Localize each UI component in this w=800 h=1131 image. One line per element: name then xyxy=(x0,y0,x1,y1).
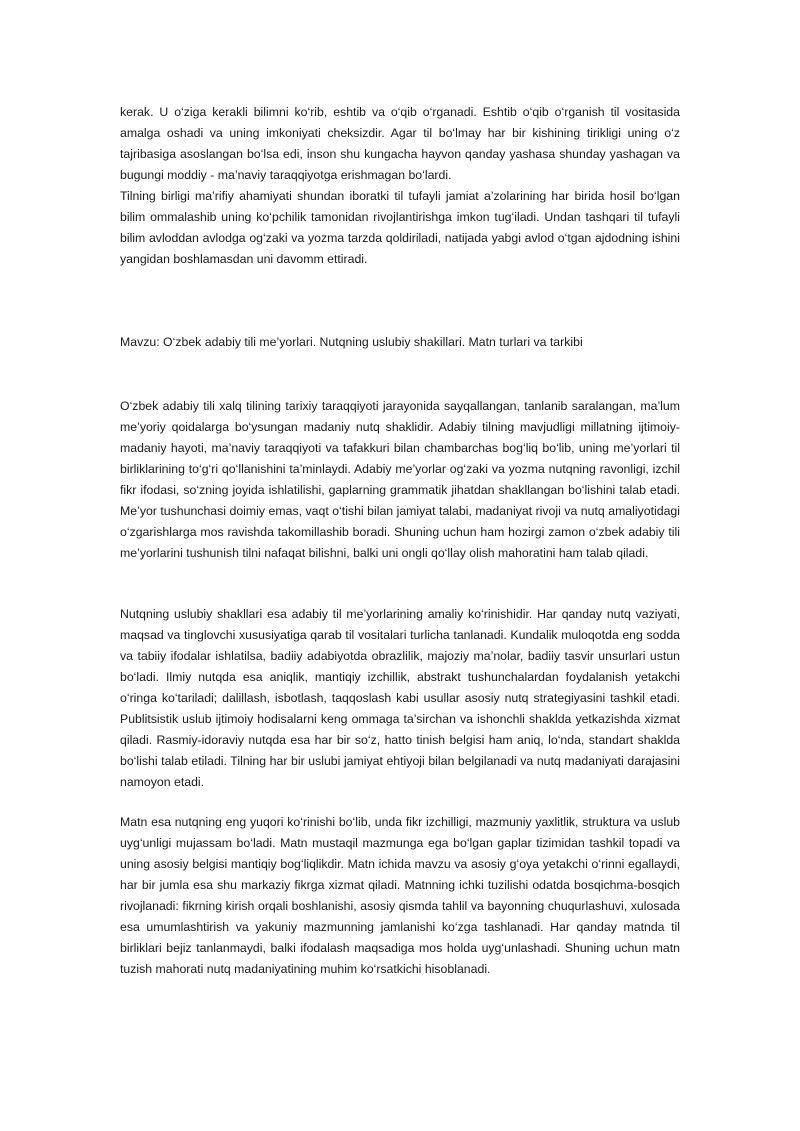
paragraph-intro-continuation: kerak. U o‘ziga kerakli bilimni ko‘rib, eshtib va o‘qib o‘rganadi. Eshtib o‘qib o‘rganish til vositasida amalga oshadi va uning imkoniyati cheksizdir. Agar til bo‘lmay har bir kishining tirikligi uning o‘z tajribasiga asoslangan bo‘lsa edi, inson shu kungacha hayvon qanday yashasa shunday yashagan va bugungi moddiy - ma’naviy taraqqiyotga erishmagan bo‘lardi. xyxy=(120,105,680,182)
paragraph-text-structure: Matn esa nutqning eng yuqori ko‘rinishi bo‘lib, unda fikr izchilligi, mazmuniy yaxlitlik, struktura va uslub uyg‘unligi mujassam bo‘ladi. Matn mustaqil mazmunga ega bo‘lgan gaplar tizimidan tashkil topadi va uning asosiy belgisi mantiqiy bog‘liqlikdir. Matn ichida mavzu va asosiy g‘oya yetakchi o‘rinni egallaydi, har bir jumla esa shu markaziy fikrga xizmat qiladi. Matnning ichki tuzilishi odatda bosqichma-bosqich rivojlanadi: fikrning kirish orqali boshlanishi, asosiy qismda tahlil va bayonning chuqurlashuvi, xulosada esa umumlashtirish va yakuniy mazmunning jamlanishi ko‘zga tashlanadi. Har qanday matnda til birliklari bejiz tanlanmaydi, balki ifodalash maqsadiga mos holda uyg‘unlashadi. Shuning uchun matn tuzish mahorati nutq madaniyatining muhim ko‘rsatkichi hisoblanadi. xyxy=(120,815,680,976)
paragraph-literary-norms: O‘zbek adabiy tili xalq tilining tarixiy taraqqiyoti jarayonida sayqallangan, tanlanib saralangan, ma’lum me’yoriy qoidalarga bo‘ysungan madaniy nutq shaklidir. Adabiy tilning mavjudligi millatning ijtimoiy-madaniy hayoti, ma’naviy taraqqiyoti va tafakkuri bilan chambarchas bog‘liq bo‘lib, uning me’yorlari til birliklarining to‘g‘ri qo‘llanishini ta’minlaydi. Adabiy me’yorlar og‘zaki va yozma nutqning ravonligi, izchil fikr ifodasi, so‘zning joyida ishlatilishi, gaplarning grammatik jihatdan shakllangan bo‘lishini talab etadi. Me’yor tushunchasi doimiy emas, vaqt o‘tishi bilan jamiyat talabi, madaniyat rivoji va nutq amaliyotidagi o‘zgarishlarga mos ravishda takomillashib boradi. Shuning uchun ham hozirgi zamon o‘zbek adabiy tili me’yorlarini tushunish tilni nafaqat bilishni, balki uni ongli qo‘llay olish mahoratini ham talab qiladi. xyxy=(120,399,680,560)
paragraph-speech-styles: Nutqning uslubiy shakllari esa adabiy til me’yorlarining amaliy ko‘rinishidir. Har qanday nutq vaziyati, maqsad va tinglovchi xususiyatiga qarab til vositalari turlicha tanlanadi. Kundalik muloqotda eng sodda va tabiiy ifodalar ishlatilsa, badiiy adabiyotda obrazlilik, majoziy ma’nolar, badiiy tasvir unsurlari ustun bo‘ladi. Ilmiy nutqda esa aniqlik, mantiqiy izchillik, abstrakt tushunchalardan foydalanish yetakchi o‘ringa ko‘tariladi; dalillash, isbotlash, taqqoslash kabi usullar asosiy nutq strategiyasini tashkil etadi. Publitsistik uslub ijtimoiy hodisalarni keng ommaga ta’sirchan va ishonchli shaklda yetkazishda xizmat qiladi. Rasmiy-idoraviy nutqda esa har bir so‘z, hatto tinish belgisi ham aniq, lo‘nda, standart shaklda bo‘lishi talab etiladi. Tilning har bir uslubi jamiyat ehtiyoji bilan belgilanadi va nutq madaniyati darajasini namoyon etadi. xyxy=(120,607,680,789)
paragraph-language-significance: Tilning birligi ma’rifiy ahamiyati shundan iboratki til tufayli jamiat a’zolarining har birida hosil bo‘lgan bilim ommalashib uning ko‘pchilik tamonidan rivojlantirishga imkon tug‘iladi. Undan tashqari til tufayli bilim avloddan avlodga og‘zaki va yozma tarzda qoldiriladi, natijada yabgi avlod o‘tgan ajdodning ishini yangidan boshlamasdan uni davomm ettiradi. xyxy=(120,189,680,266)
topic-title: Mavzu: O‘zbek adabiy tili me’yorlari. Nutqning uslubiy shakillari. Matn turlari va tarkibi xyxy=(120,335,583,349)
